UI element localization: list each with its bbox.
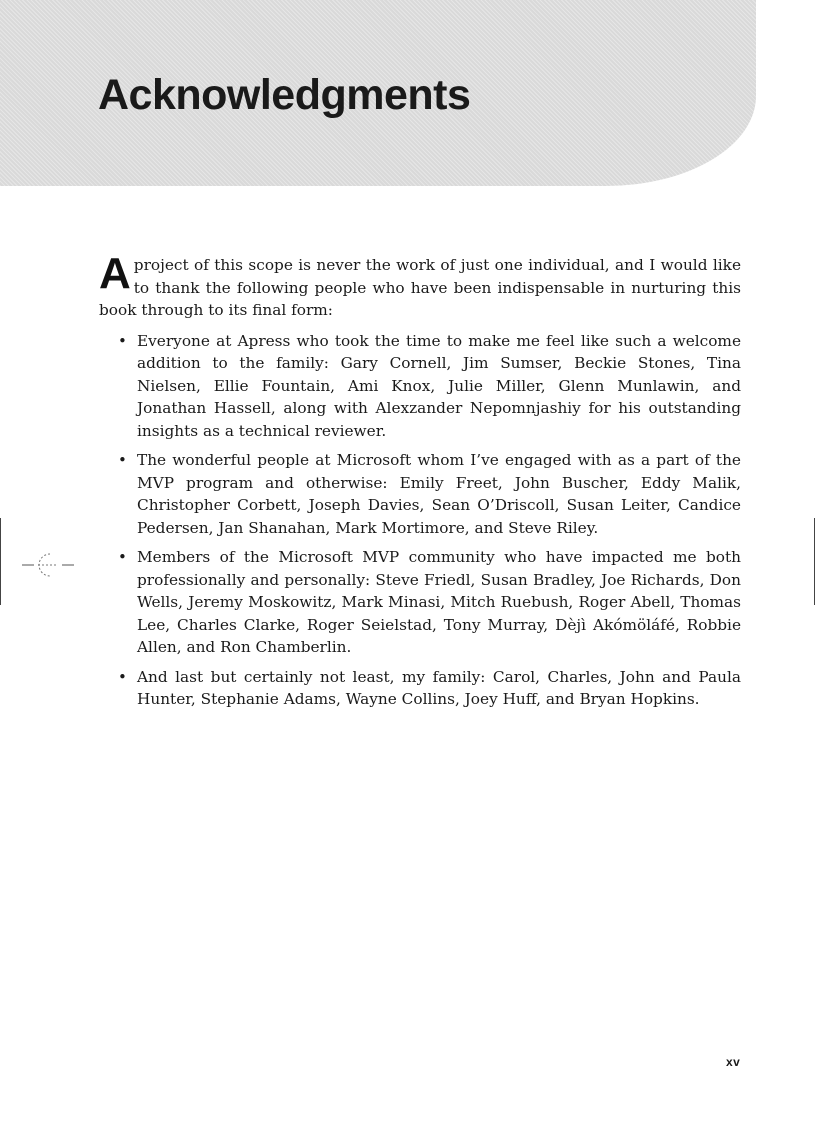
drop-cap: A [99,249,131,298]
intro-text: project of this scope is never the work of just one individual, and I would like to thank the following people who have been indispensable in nurturing this book through to its final form: [99,256,741,319]
registration-mark-icon [22,550,74,580]
acknowledgment-list [99,330,741,711]
list-item [99,330,741,443]
chapter-header-band [0,0,756,186]
crop-mark-left [0,518,1,605]
list-item-text: Members of the Microsoft MVP community who have impacted me both professionally and personally: Steve Friedl, Susan Bradley, Joe Richards, Don Wells, Jeremy Moskowitz, Mark Minasi, Mitch Ruebush, Roger Abell, Thomas Lee, Charles Clarke, Roger Seielstad, Tony Murray, Dèjì Akómöláfé, Robbie Allen, and Ron Chamberlin. [137,548,741,656]
list-item-text: The wonderful people at Microsoft whom I’ve engaged with as a part of the MVP program and otherwise: Emily Freet, John Buscher, Eddy Malik, Christopher Corbett, Joseph Davies, Sean O’Driscoll, Susan Leiter, Candice Pedersen, Jan Shanahan, Mark Mortimore, and Steve Riley. [137,451,741,537]
list-item [99,449,741,539]
bullet-icon: • [118,667,127,686]
body-text [99,249,741,718]
bullet-icon: • [118,548,127,566]
list-item [99,666,741,711]
intro-paragraph [99,249,741,322]
list-item-text: And last but certainly not least, my family: Carol, Charles, John and Paula Hunter, Stephanie Adams, Wayne Collins, Joey Huff, and Bryan Hopkins. [137,667,741,708]
list-item-text: Everyone at Apress who took the time to make me feel like such a welcome addition to the family: Gary Cornell, Jim Sumser, Beckie Stones, Tina Nielsen, Ellie Fountain, Ami Knox, Julie Miller, Glenn Munlawin, and Jonathan Hassell, along with Alexzander Nepomnjashiy for his outstanding insights as a technical reviewer. [137,331,741,440]
page-number: xv [726,1055,741,1069]
crop-mark-right [814,518,815,605]
bullet-icon: • [118,331,127,350]
bullet-icon: • [118,451,127,469]
chapter-title: Acknowledgments [98,71,471,119]
list-item [99,546,741,659]
